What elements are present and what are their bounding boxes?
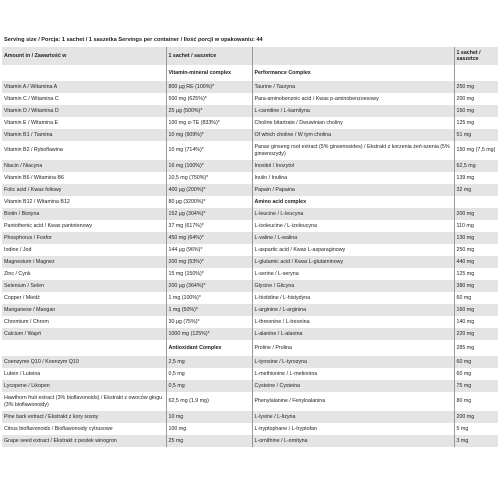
ingredient-amount: 200 µg (364%)* [166,280,252,292]
ingredient-amount: 500 mg (625%)* [166,93,252,105]
complex-ingredient: L-arginine / L-arginina [252,304,454,316]
ingredient-name: Biotin / Biotyna [2,208,166,220]
table-row [2,220,498,232]
complex-amount: 130 mg [454,232,498,244]
complex-ingredient: Inositol / Inozytol [252,160,454,172]
ingredient-amount: 800 µg RE (100%)* [166,81,252,93]
complex-amount: 440 mg [454,256,498,268]
ingredient-name: Iodine / Jod [2,244,166,256]
table-row [2,256,498,268]
ingredient-name: Lycopene / Likopen [2,380,166,392]
complex-ingredient: Inulin / Inulina [252,172,454,184]
complex-ingredient: L-isoleucine / L-izoleucyna [252,220,454,232]
complex-amount: 32 mg [454,184,498,196]
complex-ingredient: L-valine / L-walina [252,232,454,244]
table-row [2,160,498,172]
table-row [2,141,498,160]
table-row [2,232,498,244]
ingredient-amount: 2,5 mg [166,356,252,368]
complex-amount: 150 mg [454,105,498,117]
complex-ingredient: L-aspartic acid / Kwas L-asparaginowy [252,244,454,256]
ingredient-amount: 1 mg (100%)* [166,292,252,304]
complex-amount: 60 mg [454,292,498,304]
table-header-row [2,47,498,65]
complex-amount: 200 mg [454,411,498,423]
complex-ingredient: Cysteine / Cysteina [252,380,454,392]
complex-ingredient: Papain / Papaina [252,184,454,196]
table-row [2,129,498,141]
ingredient-amount: 16 mg (100%)* [166,160,252,172]
table-row [2,184,498,196]
ingredient-name: Vitamin D / Witamina D [2,105,166,117]
complex-ingredient: L-threonine / L-treonina [252,316,454,328]
table-row [2,356,498,368]
ingredient-name: Manganese / Mangan [2,304,166,316]
ingredient-amount: 0,5 mg [166,380,252,392]
ingredient-amount: 152 µg (304%)* [166,208,252,220]
ingredient-name: Vitamin E / Witamina E [2,117,166,129]
ingredient-amount: 1000 mg (125%)* [166,328,252,340]
table-row [2,292,498,304]
ingredient-name: Lutein / Luteina [2,368,166,380]
table-row [2,117,498,129]
complex-ingredient: L-histidine / L-histydyna [252,292,454,304]
table-row [2,244,498,256]
table-row [2,340,498,356]
ingredient-amount: 25 mg [166,435,252,447]
complex-amount: 139 mg [454,172,498,184]
ingredient-name: Vitamin B12 / Witamina B12 [2,196,166,208]
complex-ingredient: L-ornithine / L-ornityna [252,435,454,447]
header-sachet: 1 sachet / saszetce [166,47,252,65]
ingredient-amount: 100 mg α-TE (833%)* [166,117,252,129]
table-row [2,105,498,117]
ingredient-amount: 1 mg (50%)* [166,304,252,316]
ingredient-amount: 10 mg [166,411,252,423]
complex-amount: 5 mg [454,423,498,435]
complex-amount: 200 mg [454,208,498,220]
complex-amount: 60 mg [454,356,498,368]
complex-ingredient: Phenylalanine / Fenyloalanina [252,392,454,411]
complex-amount: 3 mg [454,435,498,447]
complex-amount: 80 mg [454,392,498,411]
ingredient-name: Folic acid / Kwas foliowy [2,184,166,196]
ingredient-name: Copper / Miedź [2,292,166,304]
complex-ingredient: L-leucine / L-leucyna [252,208,454,220]
ingredient-name: Zinc / Cynk [2,268,166,280]
ingredient-name: Vitamin B2 / Ryboflawina [2,141,166,160]
ingredient-amount: 144 µg (96%)* [166,244,252,256]
table-row [2,81,498,93]
complex-ingredient: L-glutamic acid / Kwas L-glutaminowy [252,256,454,268]
table-row [2,280,498,292]
ingredient-amount: 62,5 mg (1,9 mg) [166,392,252,411]
ingredient-name: Vitamin B1 / Tiamina [2,129,166,141]
ingredient-name: Niacin / Niacyna [2,160,166,172]
ingredient-amount: 15 mg (150%)* [166,268,252,280]
table-row [2,93,498,105]
complex-ingredient: L-tyrosine / L-tyrozyna [252,356,454,368]
complex-amount: 62,5 mg [454,160,498,172]
table-row [2,368,498,380]
ingredient-amount: Vitamin-mineral complex [166,65,252,81]
complex-amount: 380 mg [454,280,498,292]
table-row [2,328,498,340]
table-row [2,392,498,411]
ingredient-amount: 100 mg [166,423,252,435]
ingredient-name: Grape seed extract / Ekstrakt z pestek winogron [2,435,166,447]
nutrition-table [2,47,498,447]
serving-size-line: Serving size / Porcja: 1 sachet / 1 saszetka Servings per container / Ilość porcji w opakowaniu: 44 [4,37,263,43]
complex-amount: 75 mg [454,380,498,392]
complex-amount: 60 mg [454,368,498,380]
complex-ingredient: Panax ginseng root extract (5% ginsenosides) / Ekstrakt z korzenia żeń-szenia (5% ginsenozydy) [252,141,454,160]
complex-ingredient: Glycine / Glicyna [252,280,454,292]
ingredient-name [2,65,166,81]
table-row [2,380,498,392]
ingredient-amount: 10 mg (909%)* [166,129,252,141]
ingredient-name: Calcium / Wapń [2,328,166,340]
complex-ingredient: Proline / Prolina [252,340,454,356]
complex-amount: 140 mg [454,316,498,328]
complex-amount: 51 mg [454,129,498,141]
complex-amount: 125 mg [454,268,498,280]
ingredient-amount: 400 µg (200%)* [166,184,252,196]
ingredient-amount: 37 mg (617%)* [166,220,252,232]
table-row [2,411,498,423]
complex-amount: 200 mg [454,93,498,105]
complex-ingredient: L-tryptophane / L-tryptofan [252,423,454,435]
complex-amount: 160 mg [454,304,498,316]
ingredient-amount: 10,5 mg (750%)* [166,172,252,184]
complex-amount: 285 mg [454,340,498,356]
table-row [2,268,498,280]
complex-amount: 150 mg (7,5 mg) [454,141,498,160]
complex-amount: 250 mg [454,244,498,256]
complex-amount: 110 mg [454,220,498,232]
ingredient-amount: 200 mg (53%)* [166,256,252,268]
ingredient-name: Vitamin C / Witamina C [2,93,166,105]
ingredient-amount: 450 mg (64%)* [166,232,252,244]
complex-amount: 250 mg [454,81,498,93]
complex-ingredient: Taurine / Tauryna [252,81,454,93]
complex-ingredient: L-alanine / L-alanina [252,328,454,340]
complex-ingredient: Para-aminobenzoic acid / Kwas p-aminobenzoesowy [252,93,454,105]
ingredient-name: Selenium / Selen [2,280,166,292]
complex-ingredient: Amino acid complex [252,196,454,208]
complex-ingredient: Of which choline / W tym cholina [252,129,454,141]
table-row [2,172,498,184]
table-row [2,208,498,220]
complex-ingredient: Choline bitartrate / Dwuwinian choliny [252,117,454,129]
complex-ingredient: L-methionine / L-metionina [252,368,454,380]
ingredient-name: Vitamin A / Witamina A [2,81,166,93]
table-row [2,423,498,435]
complex-ingredient: Performance Complex [252,65,454,81]
ingredient-amount: 0,5 mg [166,368,252,380]
ingredient-name: Pine bark extract / Ekstrakt z kory sosny [2,411,166,423]
ingredient-amount: Antioxidant Complex [166,340,252,356]
ingredient-amount: 10 mg (714%)* [166,141,252,160]
header-amount-in: Amount in / Zawartość w [2,47,166,65]
complex-amount: 220 mg [454,328,498,340]
header-sachet-last: 1 sachet / saszetce [454,47,498,65]
complex-ingredient: L-carnitine / L-karnityna [252,105,454,117]
ingredient-name: Pantothenic acid / Kwas pantotenowy [2,220,166,232]
header-empty [252,47,454,65]
ingredient-amount: 30 µg (75%)* [166,316,252,328]
ingredient-name: Coenzyme Q10 / Koenzym Q10 [2,356,166,368]
table-row [2,435,498,447]
table-row [2,196,498,208]
complex-amount [454,196,498,208]
ingredient-name: Citrus bioflavonoids / Bioflawonoidy cytrusowe [2,423,166,435]
complex-amount [454,65,498,81]
complex-ingredient: L-serine / L-seryna [252,268,454,280]
table-row [2,304,498,316]
table-row [2,316,498,328]
complex-ingredient: L-lysine / L-lizyna [252,411,454,423]
table-row [2,65,498,81]
ingredient-name: Vitamin B6 / Witamina B6 [2,172,166,184]
ingredient-name: Magnesium / Magnez [2,256,166,268]
ingredient-name: Chromium / Chrom [2,316,166,328]
ingredient-name: Phosphorus / Fosfor [2,232,166,244]
complex-amount: 125 mg [454,117,498,129]
ingredient-amount: 25 µg (500%)* [166,105,252,117]
ingredient-amount: 80 µg (3200%)* [166,196,252,208]
ingredient-name [2,340,166,356]
ingredient-name: Hawthorn fruit extract (3% bioflavonoids) / Ekstrakt z owoców głogu (3% bioflawonoidy) [2,392,166,411]
